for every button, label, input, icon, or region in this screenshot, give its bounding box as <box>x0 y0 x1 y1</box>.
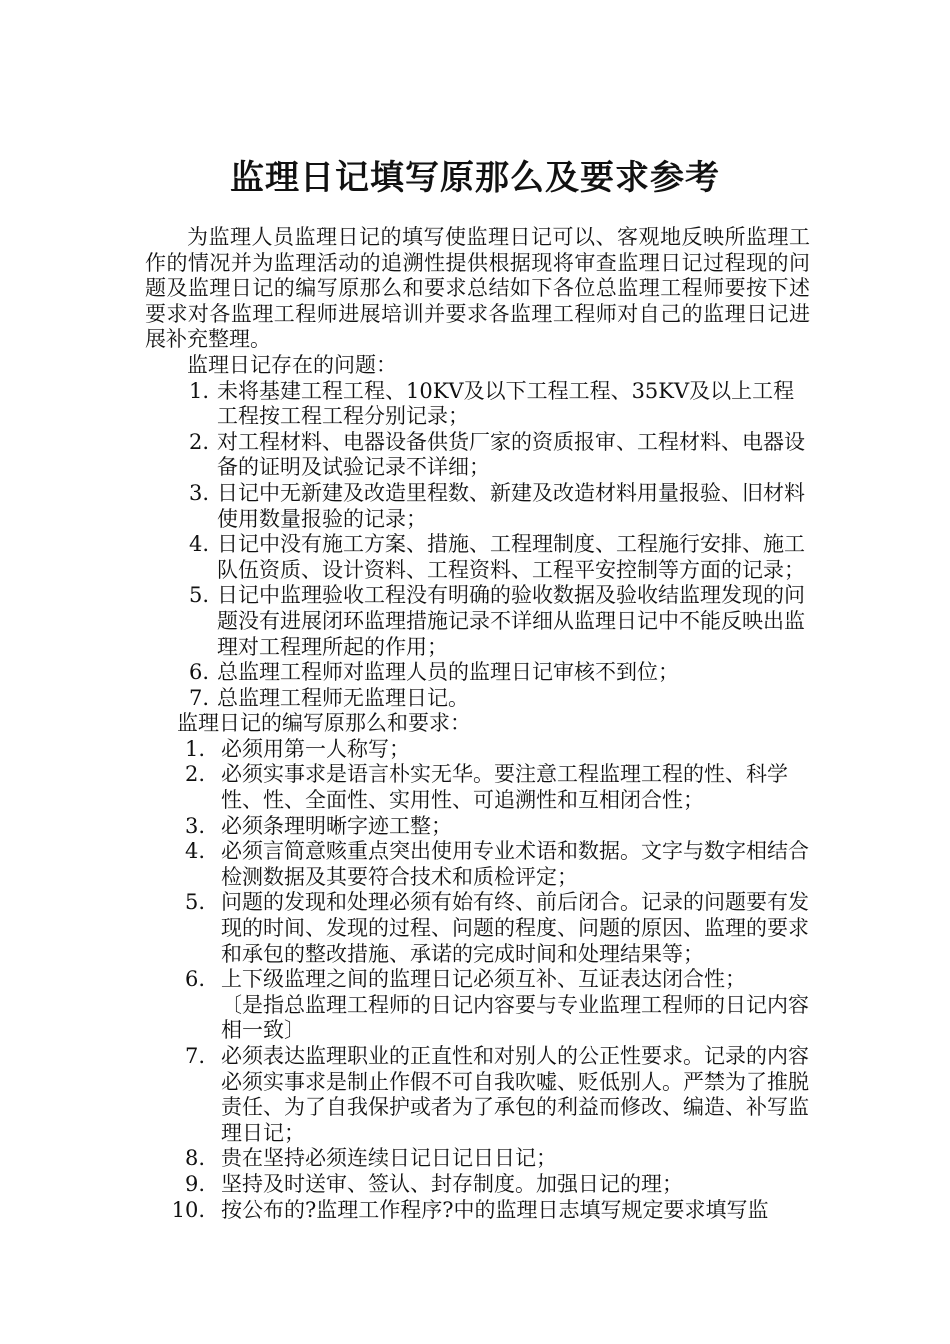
item-text: 总监理工程师无监理日记。 <box>217 685 469 710</box>
list-item <box>145 583 810 660</box>
item-number: 4. <box>188 532 209 557</box>
document-body <box>145 225 810 1223</box>
list-item <box>145 1198 810 1224</box>
list-item <box>145 814 810 840</box>
problems-list <box>145 379 810 712</box>
item-text: 必须条理明晰字迹工整； <box>221 813 452 838</box>
list-item <box>145 660 810 686</box>
item-text: 问题的发现和处理必须有始有终、前后闭合。记录的问题要有发现的时间、发现的过程、问题的程度、问题的原因、监理的要求和承包的整改措施、承诺的完成时间和处理结果等； <box>221 890 809 966</box>
item-number: 5. <box>184 890 205 915</box>
list-item-note <box>145 993 810 1044</box>
item-text: 坚持及时送审、签认、封存制度。加强日记的理； <box>221 1171 683 1196</box>
list-item <box>145 762 810 813</box>
item-number: 2. <box>184 762 205 787</box>
item-number: 6. <box>188 660 209 685</box>
item-number: 9. <box>184 1171 205 1196</box>
item-number: 6. <box>184 967 205 992</box>
list-item <box>145 1172 810 1198</box>
item-text: 未将基建工程工程、10KV及以下工程工程、35KV及以上工程工程按工程工程分别记录； <box>217 378 795 429</box>
item-text: 〔是指总监理工程师的日记内容要与专业监理工程师的日记内容相一致〕 <box>221 992 809 1043</box>
requirements-heading: 监理日记的编写原那么和要求： <box>177 711 471 736</box>
item-text: 日记中监理验收工程没有明确的验收数据及验收结监理发现的问题没有进展闭环监理措施记录不详细从监理日记中不能反映出监理对工程理所起的作用； <box>217 583 805 659</box>
item-number: 8. <box>184 1146 205 1171</box>
item-text: 必须言简意赅重点突出使用专业术语和数据。文字与数字相结合检测数据及其要符合技术和质检评定； <box>221 839 809 889</box>
item-text: 上下级监理之间的监理日记必须互补、互证表达闭合性； <box>221 967 746 992</box>
list-item <box>145 1044 810 1146</box>
intro-paragraph: 为监理人员监理日记的填写使监理日记可以、客观地反映所监理工作的情况并为监理活动的追溯性提供根据现将审查监理日记过程现的问题及监理日记的编写原那么和要求总结如下各位总监理工程师要按下述要求对各监理工程师进展培训并要求各监理工程师对自己的监理日记进展补充整理。 <box>145 225 810 352</box>
list-item <box>145 686 810 712</box>
item-number: 3. <box>188 480 209 505</box>
item-text: 必须表达监理职业的正直性和对别人的公正性要求。记录的内容必须实事求是制止作假不可自我吹嘘、贬低别人。严禁为了推脱责任、为了自我保护或者为了承包的利益而修改、编造、补写监理日记； <box>221 1044 809 1145</box>
item-number: 10. <box>171 1197 205 1222</box>
item-number: 1. <box>188 378 209 403</box>
item-number: 5. <box>188 583 209 608</box>
item-number: 2. <box>188 429 209 454</box>
item-number: 7. <box>188 685 209 710</box>
item-text: 日记中无新建及改造里程数、新建及改造材料用量报验、旧材料使用数量报验的记录； <box>217 480 805 531</box>
item-text: 日记中没有施工方案、措施、工程理制度、工程施行安排、施工队伍资质、设计资料、工程资料、工程平安控制等方面的记录； <box>217 532 805 582</box>
item-text: 按公布的?监理工作程序?中的监理日志填写规定要求填写监 <box>221 1197 769 1222</box>
requirements-list <box>145 737 810 1223</box>
item-number: 1. <box>184 736 205 761</box>
item-text: 贵在坚持必须连续日记日记日日记； <box>221 1146 557 1171</box>
list-item <box>145 379 810 430</box>
item-text: 必须用第一人称写； <box>221 736 410 761</box>
item-number: 3. <box>184 813 205 838</box>
list-item <box>145 967 810 993</box>
list-item <box>145 1146 810 1172</box>
list-item <box>145 430 810 481</box>
item-text: 必须实事求是语言朴实无华。要注意工程监理工程的性、科学性、性、全面性、实用性、可追溯性和互相闭合性； <box>221 762 788 813</box>
item-number: 7. <box>184 1044 205 1068</box>
list-item <box>145 737 810 763</box>
item-number: 4. <box>184 839 205 864</box>
list-item <box>145 532 810 583</box>
problems-heading: 监理日记存在的问题： <box>187 352 397 377</box>
item-text: 对工程材料、电器设备供货厂家的资质报审、工程材料、电器设备的证明及试验记录不详细； <box>217 429 805 480</box>
page-title: 监理日记填写原那么及要求参考 <box>230 158 720 198</box>
list-item <box>145 839 810 890</box>
list-item <box>145 481 810 532</box>
item-text: 总监理工程师对监理人员的监理日记审核不到位； <box>217 660 679 685</box>
list-item <box>145 890 810 967</box>
